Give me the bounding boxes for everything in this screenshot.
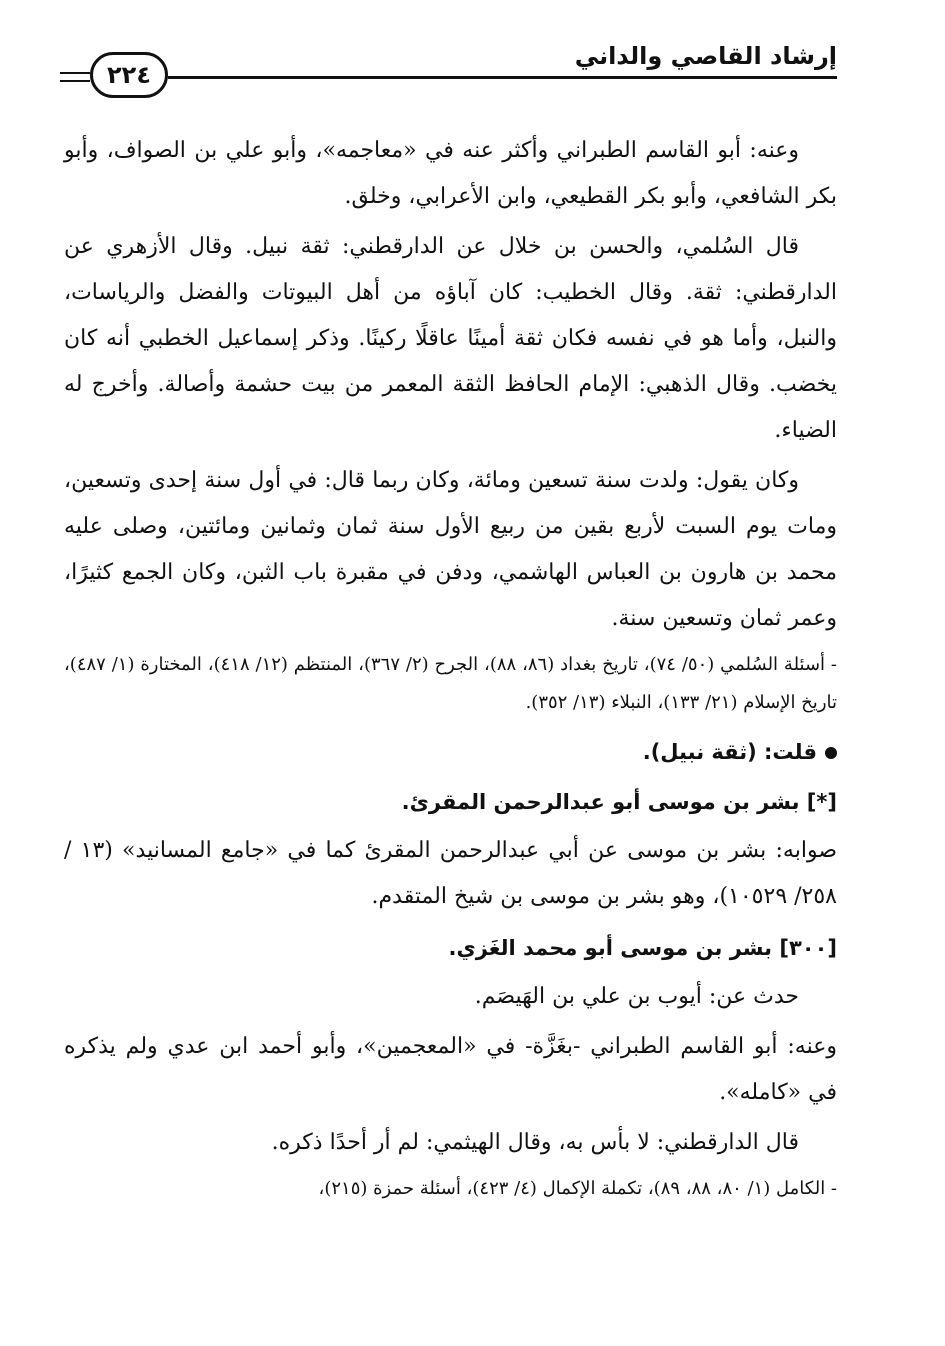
paragraph-correction: صوابه: بشر بن موسى عن أبي عبدالرحمن المقرئ كما في «جامع المسانيد» (١٣ / ٢٥٨/ ١٠٥٢٩)، وهو بشر بن موسى بن شيخ المتقدم.: [64, 838, 837, 909]
paragraph-assessment: قال الدارقطني: لا بأس به، وقال الهيثمي: لم أر أحدًا ذكره.: [271, 1130, 799, 1155]
page-number: ٢٢٤: [90, 52, 168, 98]
verdict-text: قلت: (ثقة نبيل).: [642, 740, 817, 764]
paragraph-narrated-from: حدث عن: أيوب بن علي بن الهَيصَم.: [474, 984, 799, 1009]
entry-heading-300: [٣٠٠] بشر بن موسى أبو محمد الغَزي.: [448, 936, 837, 960]
paragraph-critics: قال السُلمي، والحسن بن خلال عن الدارقطني: ثقة نبيل. وقال الأزهري عن الدارقطني: ثقة. وقال الخطيب: كان آباؤه من أهل البيوتات والفضل والرياسات، والنبل، وأما هو في نفسه فكان ثقة أمينًا عاقلًا ركينًا. وذكر إسماعيل الخطبي أنه كان يخضب. وقال الذهبي: الإمام الحافظ الثقة المعمر من بيت حشمة وأصالة. وأخرج له الضياء.: [64, 234, 837, 443]
entry-heading-star: [*] بشر بن موسى أبو عبدالرحمن المقرئ.: [401, 790, 837, 814]
header-rule: [168, 76, 837, 79]
page-body: [64, 128, 837, 1214]
verdict-line: [64, 728, 837, 776]
bullet-icon: [825, 747, 837, 759]
header-rule-left-top: [60, 72, 90, 74]
paragraph-narrators: وعنه: أبو القاسم الطبراني -بغَزَّة- في «المعجمين»، وأبو أحمد ابن عدي ولم يذكره في «كامله».: [64, 1034, 837, 1105]
sources-note-2: - الكامل (١/ ٨٠، ٨٨، ٨٩)، تكملة الإكمال (٤/ ٤٢٣)، أسئلة حمزة (٢١٥)،: [318, 1178, 837, 1199]
paragraph-biography: وكان يقول: ولدت سنة تسعين ومائة، وكان ربما قال: في أول سنة إحدى وتسعين، ومات يوم السبت لأربع بقين من ربيع الأول سنة ثمان وثمانين ومائتين، وصلى عليه محمد بن هارون بن العباس الهاشمي، ودفن في مقبرة باب الثبن، وكان الجمع كثيرًا، وعمر ثمان وتسعين سنة.: [64, 468, 837, 631]
running-title: إرشاد القاصي والداني: [574, 42, 837, 70]
header-rule-left-bottom: [60, 80, 90, 82]
page-header: [60, 38, 837, 108]
sources-note-1: - أسئلة السُلمي (٥٠/ ٧٤)، تاريخ بغداد (٨٦، ٨٨)، الجرح (٢/ ٣٦٧)، المنتظم (١٢/ ٤١٨)، المختارة (١/ ٤٨٧)، تاريخ الإسلام (٢١/ ١٣٣)، النبلاء (١٣/ ٣٥٢).: [64, 654, 837, 713]
paragraph-students: وعنه: أبو القاسم الطبراني وأكثر عنه في «معاجمه»، وأبو علي بن الصواف، وأبو بكر الشافعي، وأبو بكر القطيعي، وابن الأعرابي، وخلق.: [64, 138, 837, 209]
